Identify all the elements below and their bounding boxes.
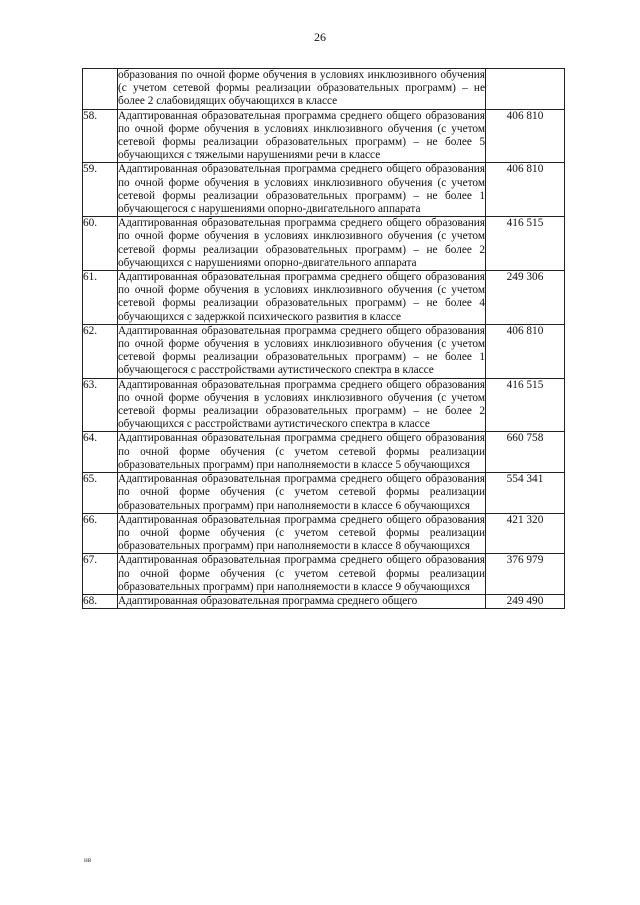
table-row bbox=[83, 378, 565, 432]
program-description: Адаптированная образовательная программа среднего общего образования по очной форме обучения в условиях инклюзивного обучения (с учетом сетевой формы реализации образовательных программ) – не более 2 обучающихся с расстройствами аутистического спектра в классе bbox=[118, 378, 485, 431]
cost-value: 406 810 bbox=[486, 324, 565, 378]
row-number: 64. bbox=[83, 432, 118, 473]
row-number: 62. bbox=[83, 324, 118, 378]
program-description: Адаптированная образовательная программа среднего общего образования по очной форме обучения (с учетом сетевой формы реализации образовательных программ) при наполняемости в классе 8 обучающихся bbox=[118, 513, 485, 553]
table-row bbox=[83, 324, 565, 378]
row-number: 59. bbox=[83, 163, 118, 217]
row-number: 58. bbox=[83, 109, 118, 163]
row-number: 65. bbox=[83, 473, 118, 514]
row-number: 66. bbox=[83, 513, 118, 554]
table-row bbox=[83, 473, 565, 514]
row-number: 61. bbox=[83, 271, 118, 325]
cost-table bbox=[82, 68, 565, 609]
cost-value: 249 490 bbox=[486, 594, 565, 608]
cost-value: 406 810 bbox=[486, 109, 565, 163]
footer-initials: нв bbox=[84, 856, 92, 864]
table-row bbox=[83, 594, 565, 608]
row-number: 63. bbox=[83, 378, 118, 432]
program-description: Адаптированная образовательная программа среднего общего bbox=[118, 594, 486, 608]
program-description: Адаптированная образовательная программа среднего общего образования по очной форме обучения в условиях инклюзивного обучения (с учетом сетевой формы реализации образовательных программ) – не более 4 обучающихся с задержкой психического развития в классе bbox=[118, 271, 485, 323]
table-row bbox=[83, 69, 565, 110]
row-number bbox=[83, 69, 118, 110]
table-row bbox=[83, 109, 565, 163]
cost-value: 421 320 bbox=[486, 513, 565, 554]
cost-value bbox=[486, 69, 565, 110]
row-number: 68. bbox=[83, 594, 118, 608]
table-row bbox=[83, 163, 565, 217]
program-description: Адаптированная образовательная программа среднего общего образования по очной форме обучения (с учетом сетевой формы реализации образовательных программ) при наполняемости в классе 9 обучающихся bbox=[118, 554, 485, 593]
page-number: 26 bbox=[314, 30, 326, 44]
cost-value: 416 515 bbox=[486, 217, 565, 271]
program-description: образования по очной форме обучения в условиях инклюзивного обучения (с учетом сетевой формы реализации образовательных программ) – не более 2 слабовидящих обучающихся в классе bbox=[118, 69, 485, 108]
table-row bbox=[83, 432, 565, 473]
program-description: Адаптированная образовательная программа среднего общего образования по очной форме обучения в условиях инклюзивного обучения (с учетом сетевой формы реализации образовательных программ) – не более 5 обучающихся с тяжелыми нарушениями речи в классе bbox=[118, 109, 485, 162]
cost-value: 416 515 bbox=[486, 378, 565, 432]
cost-value: 249 306 bbox=[486, 271, 565, 325]
program-description: Адаптированная образовательная программа среднего общего образования по очной форме обучения (с учетом сетевой формы реализации образовательных программ) при наполняемости в классе 5 обучающихся bbox=[118, 432, 485, 471]
cost-value: 554 341 bbox=[486, 473, 565, 514]
table-row bbox=[83, 271, 565, 325]
program-description: Адаптированная образовательная программа среднего общего образования по очной форме обучения в условиях инклюзивного обучения (с учетом сетевой формы реализации образовательных программ) – не более 1 обучающегося с расстройствами аутистического спектра в классе bbox=[118, 324, 485, 377]
table-row bbox=[83, 554, 565, 595]
cost-value: 660 758 bbox=[486, 432, 565, 473]
table-row bbox=[83, 513, 565, 554]
cost-value: 406 810 bbox=[486, 163, 565, 217]
cost-value: 376 979 bbox=[486, 554, 565, 595]
program-description: Адаптированная образовательная программа среднего общего образования по очной форме обучения (с учетом сетевой формы реализации образовательных программ) при наполняемости в классе 6 обучающихся bbox=[118, 473, 485, 512]
row-number: 60. bbox=[83, 217, 118, 271]
table-row bbox=[83, 217, 565, 271]
program-description: Адаптированная образовательная программа среднего общего образования по очной форме обучения в условиях инклюзивного обучения (с учетом сетевой формы реализации образовательных программ) – не более 2 обучающихся с нарушениями опорно-двигательного аппарата bbox=[118, 217, 485, 269]
program-description: Адаптированная образовательная программа среднего общего образования по очной форме обучения в условиях инклюзивного обучения (с учетом сетевой формы реализации образовательных программ) – не более 1 обучающегося с нарушениями опорно-двигательного аппарата bbox=[118, 163, 485, 216]
row-number: 67. bbox=[83, 554, 118, 595]
